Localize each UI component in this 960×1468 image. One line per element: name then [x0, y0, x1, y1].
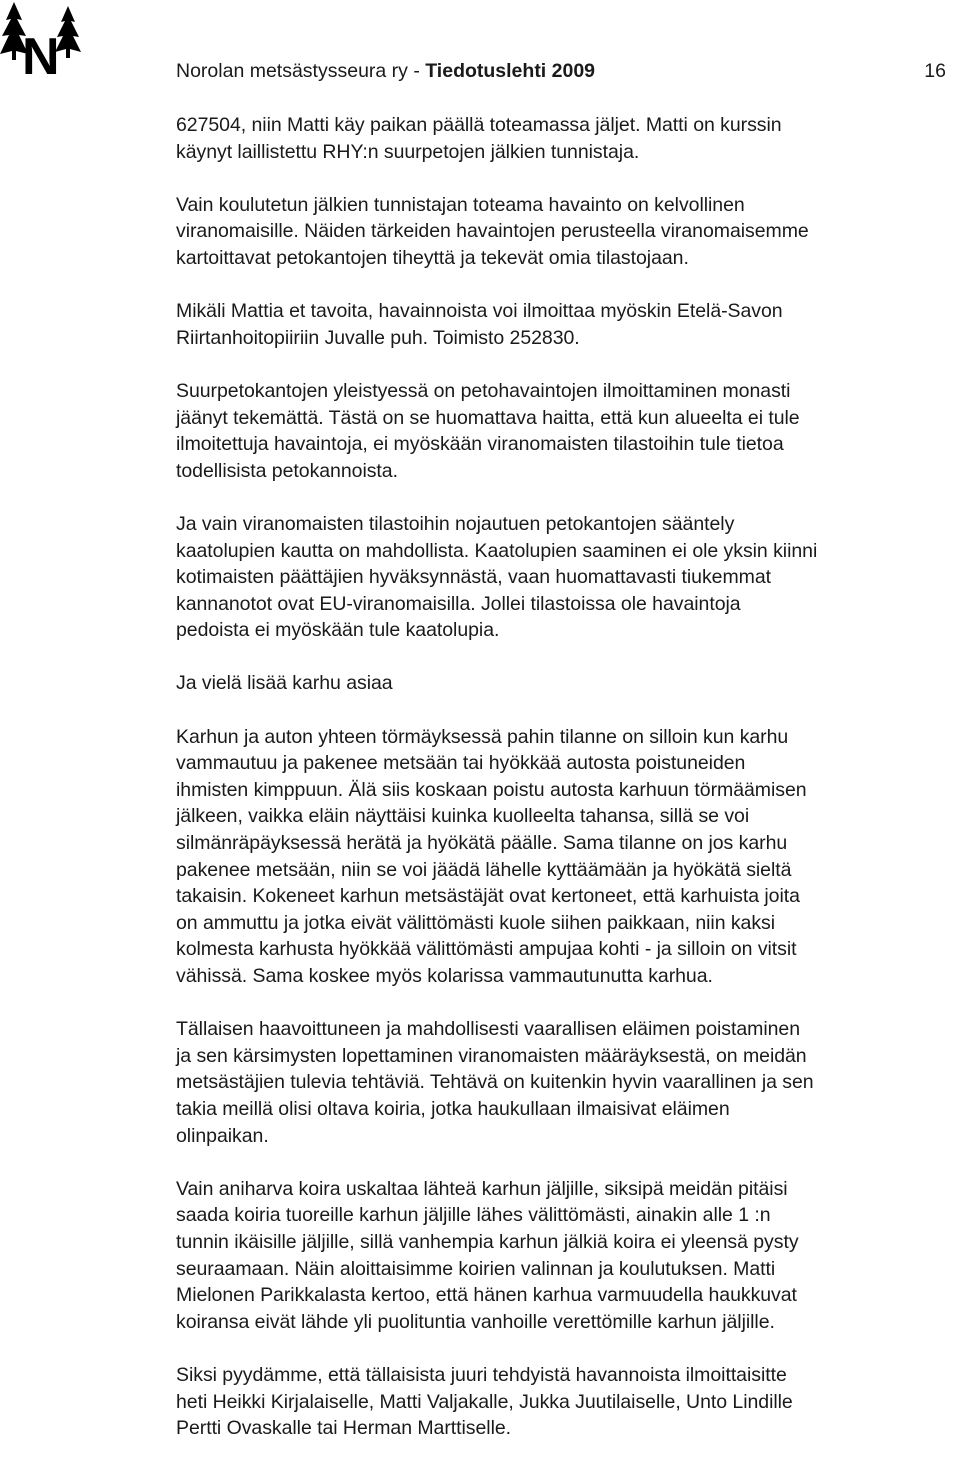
text-line: kartoittavat petokantojen tiheyttä ja tekevät omia tilastojaan. — [176, 246, 689, 269]
text-line: jälkeen, vaikka eläin näyttäisi kuinka kuolleelta tahansa, sillä se voi — [176, 805, 750, 828]
paragraph — [176, 192, 956, 272]
text-line: ilmoitettuja havaintoja, ei myöskään viranomaisten tilastoihin tule tietoa — [176, 433, 784, 456]
paragraph — [176, 1016, 956, 1149]
text-line: käynyt laillistettu RHY:n suurpetojen jälkien tunnistaja. — [176, 140, 640, 163]
text-line: Siksi pyydämme, että tällaisista juuri tehdyistä havannoista ilmoittaisitte — [176, 1363, 787, 1386]
text-line: kannanotot ovat EU-viranomaisilla. Jollei tilastoissa ole havaintoja — [176, 592, 741, 615]
text-line: vähissä. Sama koskee myös kolarissa vammautunutta karhua. — [176, 965, 713, 987]
paragraph — [176, 112, 956, 165]
text-line: kaatolupien kautta on mahdollista. Kaatolupien saaminen ei ole yksin kiinni — [176, 539, 818, 562]
text-line: heti Heikki Kirjalaiselle, Matti Valjakalle, Jukka Juutilaiselle, Unto Lindille — [176, 1390, 793, 1413]
text-line: takia meillä olisi oltava koiria, jotka haukullaan ilmaisivat eläimen — [176, 1097, 730, 1120]
text-line: on ammuttu ja jotka eivät välittömästi kuole siihen paikkaan, niin kaksi — [176, 911, 776, 934]
text-line: olinpaikan. — [176, 1124, 269, 1147]
paragraph — [176, 298, 956, 351]
text-line: Mielonen Parikkalasta kertoo, että hänen karhua varmuudella haukkuvat — [176, 1284, 797, 1307]
text-line: pakenee metsään, niin se voi jäädä lähelle kyttäämään ja hyökätä sieltä — [176, 858, 792, 881]
text-line: takaisin. Kokeneet karhun metsästäjät ovat kertoneet, että karhuista joita — [176, 885, 800, 908]
paragraph — [176, 724, 956, 990]
page-number: 16 — [924, 60, 946, 82]
text-line: Pertti Ovaskalle tai Herman Marttiselle. — [176, 1417, 512, 1440]
text-line: todellisista petokannoista. — [176, 459, 398, 482]
text-line: vammautuu ja pakenee metsään tai hyökkää autosta poistuneiden — [176, 752, 746, 775]
text-line: Vain koulutetun jälkien tunnistajan toteama havainto on kelvollinen — [176, 193, 745, 216]
text-line: ja sen kärsimysten lopettaminen viranomaisten määräyksestä, on meidän — [176, 1044, 807, 1067]
paragraph — [176, 1362, 956, 1442]
publication-title: Tiedotuslehti 2009 — [425, 60, 596, 82]
paragraph — [176, 378, 956, 484]
text-line: kolmesta karhusta hyökkää välittömästi ampujaa kohti - ja silloin on vitsit — [176, 938, 797, 961]
text-line: seuraamaan. Näin aloittaisimme koirien valinnan ja koulutuksen. Matti — [176, 1257, 776, 1280]
text-line: metsästäjien tulevia tehtäviä. Tehtävä on kuitenkin hyvin vaarallinen ja sen — [176, 1071, 814, 1094]
section-heading — [176, 670, 956, 697]
paragraph — [176, 511, 956, 644]
text-line: viranomaisille. Näiden tärkeiden havaintojen perusteella viranomaisemme — [176, 220, 809, 243]
logo-letter: N — [22, 28, 60, 80]
text-line: kotimaisten päättäjien hyväksynnästä, vaan huomattavasti tiukemmat — [176, 566, 772, 589]
page-header — [176, 58, 946, 84]
text-line: Vain aniharva koira uskaltaa lähteä karhun jäljille, siksipä meidän pitäisi — [176, 1177, 788, 1200]
organization-name: Norolan metsästysseura ry - — [176, 60, 426, 82]
text-line: pedoista ei myöskään tule kaatolupia. — [176, 619, 500, 642]
text-line: silmänräpäyksessä herätä ja hyökätä päälle. Sama tilanne on jos karhu — [176, 832, 788, 855]
article-body — [176, 112, 956, 1468]
text-line: Suurpetokantojen yleistyessä on petohavaintojen ilmoittaminen monasti — [176, 379, 791, 402]
paragraph — [176, 1176, 956, 1336]
text-line: Mikäli Mattia et tavoita, havainnoista voi ilmoittaa myöskin Etelä-Savon — [176, 300, 783, 323]
text-line: Riirtanhoitopiiriin Juvalle puh. Toimisto 252830. — [176, 326, 580, 349]
text-line: 627504, niin Matti käy paikan päällä toteamassa jäljet. Matti on kurssin — [176, 114, 782, 136]
seura-logo — [0, 0, 88, 80]
text-line: Karhun ja auton yhteen törmäyksessä pahin tilanne on silloin kun karhu — [176, 725, 789, 748]
text-line: jäänyt tekemättä. Tästä on se huomattava haitta, että kun alueelta ei tule — [176, 406, 800, 429]
text-line: ihmisten kimppuun. Älä siis koskaan poistu autosta karhuun törmäämisen — [176, 778, 807, 801]
text-line: Ja vielä lisää karhu asiaa — [176, 672, 393, 695]
text-line: koiransa eivät lähde yli puolituntia vanhoille verettömille karhun jäljille. — [176, 1310, 775, 1333]
text-line: Tällaisen haavoittuneen ja mahdollisesti vaarallisen eläimen poistaminen — [176, 1018, 801, 1041]
text-line: Ja vain viranomaisten tilastoihin nojautuen petokantojen sääntely — [176, 512, 735, 535]
text-line: saada koiria tuoreille karhun jäljille lähes välittömästi, ainakin alle 1 :n — [176, 1204, 771, 1227]
text-line: tunnin ikäisille jäljille, sillä vanhempia karhun jälkiä koira ei yleensä pysty — [176, 1230, 799, 1253]
